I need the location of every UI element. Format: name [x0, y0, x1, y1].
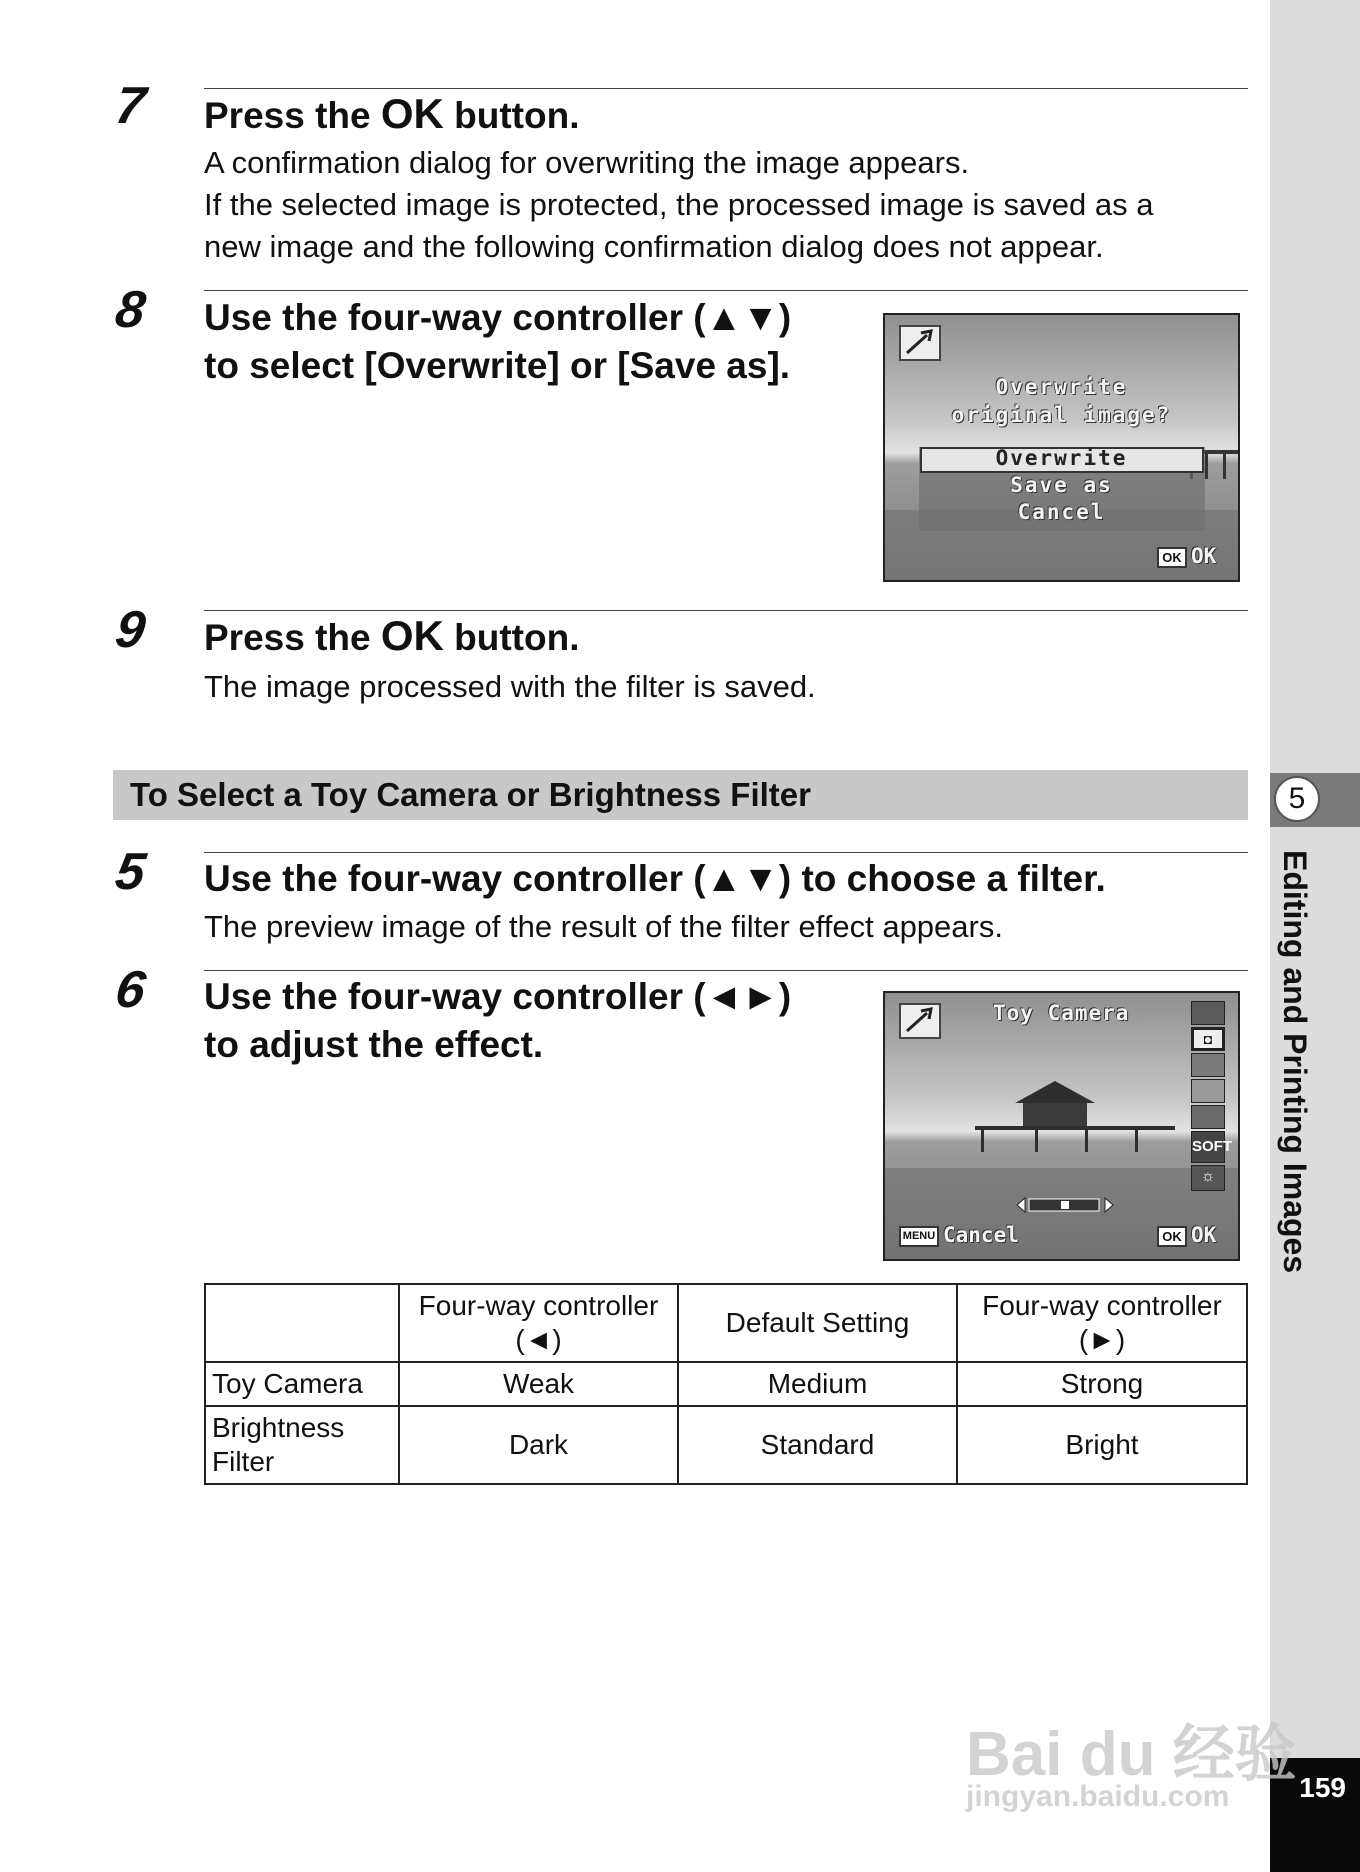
filter-name-label: Toy Camera: [993, 1001, 1130, 1025]
step-7-title-pre: Press the: [204, 95, 381, 136]
step-8-title-line-2: to select [Overwrite] or [Save as].: [204, 345, 791, 386]
cell-right: Strong: [957, 1362, 1247, 1406]
step-8-number: 8: [111, 281, 149, 339]
watermark-brand: Bai du 经验: [966, 1720, 1297, 1789]
table-header-default: Default Setting: [678, 1284, 957, 1362]
step-7-line-2: If the selected image is protected, the processed image is saved as a: [204, 187, 1154, 222]
chapter-title: Editing and Printing Images: [1277, 850, 1313, 1274]
ok-label: OK: [1191, 1223, 1217, 1247]
cell-default: Medium: [678, 1362, 957, 1406]
step-divider: [204, 88, 1248, 89]
table-header-row: [205, 1284, 1247, 1362]
cell-default: Standard: [678, 1406, 957, 1484]
wand-icon: [901, 327, 939, 359]
step-6-title-line-1: Use the four-way controller (◄►): [204, 976, 792, 1017]
filter-mode-icon: [899, 1003, 941, 1039]
step-5-number: 5: [111, 843, 149, 901]
row-label: [205, 1406, 399, 1484]
header-left-line-1: Four-way controller: [418, 1290, 659, 1321]
page-number: 159: [1299, 1772, 1346, 1803]
dialog-question-line-1: Overwrite: [995, 375, 1128, 399]
filter-thumb[interactable]: [1191, 1053, 1225, 1077]
filter-settings-table: [204, 1283, 1248, 1485]
filter-mode-icon: [899, 325, 941, 361]
header-right-line-2: (►): [1078, 1324, 1126, 1355]
cancel-label: Cancel: [943, 1223, 1019, 1247]
step-6-title-line-2: to adjust the effect.: [204, 1024, 544, 1065]
step-9-title: [204, 612, 579, 662]
step-6-number: 6: [111, 961, 149, 1019]
table-header-right: [957, 1284, 1247, 1362]
header-right-line-1: Four-way controller: [982, 1290, 1222, 1321]
table-header-empty: [205, 1284, 399, 1362]
step-5-line-1: The preview image of the result of the filter effect appears.: [204, 909, 1003, 944]
step-divider: [204, 610, 1248, 611]
step-divider: [204, 290, 1248, 291]
table-row: [205, 1362, 1247, 1406]
wand-icon: [901, 1005, 939, 1037]
filter-thumb[interactable]: [1191, 1079, 1225, 1103]
step-7-number: 7: [111, 77, 149, 135]
option-cancel[interactable]: Cancel: [1017, 500, 1106, 524]
row-label-line-2: Filter: [212, 1446, 275, 1477]
filter-strip: [1191, 1001, 1232, 1193]
step-7-line-1: A confirmation dialog for overwriting the image appears.: [204, 145, 970, 180]
ok-label: OK: [1191, 544, 1217, 568]
watermark-url: jingyan.baidu.com: [966, 1780, 1230, 1813]
step-9-line-1: The image processed with the filter is saved.: [204, 669, 816, 704]
toy-camera-filter-icon[interactable]: ◘: [1191, 1027, 1225, 1051]
chapter-number: 5: [1274, 776, 1320, 822]
soft-filter-icon[interactable]: SOFT: [1191, 1131, 1225, 1163]
camera-screen-toy-camera: [883, 991, 1240, 1261]
table-header-left: [399, 1284, 678, 1362]
step-5-title: Use the four-way controller (▲▼) to choose a filter.: [204, 858, 1106, 899]
step-divider: [204, 970, 1248, 971]
step-9-number: 9: [111, 601, 149, 659]
effect-slider[interactable]: [1015, 1195, 1115, 1215]
ok-key-icon: OK: [1157, 547, 1187, 568]
camera-screen-overwrite-dialog: [883, 313, 1240, 582]
ok-key-icon: OK: [1157, 1226, 1187, 1247]
ok-button-glyph: OK: [380, 612, 444, 659]
menu-key-icon: MENU: [899, 1226, 939, 1247]
option-save-as[interactable]: Save as: [1010, 473, 1113, 497]
step-9-title-pre: Press the: [204, 617, 381, 658]
filter-thumb[interactable]: [1191, 1105, 1225, 1129]
ok-button-glyph: OK: [380, 90, 444, 137]
step-9-title-post: button.: [443, 617, 580, 658]
cell-left: Weak: [399, 1362, 678, 1406]
step-7-title: [204, 90, 579, 140]
row-label-line-1: Brightness: [212, 1412, 345, 1443]
step-7-line-3: new image and the following confirmation dialog does not appear.: [204, 229, 1104, 264]
table-row: [205, 1406, 1247, 1484]
filter-thumb[interactable]: [1191, 1001, 1225, 1025]
cell-left: Dark: [399, 1406, 678, 1484]
option-overwrite[interactable]: Overwrite: [995, 446, 1128, 470]
slider-graphic: [1015, 1195, 1115, 1215]
step-divider: [204, 852, 1248, 853]
brightness-filter-icon[interactable]: ☼: [1191, 1165, 1225, 1191]
cell-right: Bright: [957, 1406, 1247, 1484]
row-label: Toy Camera: [205, 1362, 399, 1406]
step-7-title-post: button.: [443, 95, 580, 136]
step-8-title-line-1: Use the four-way controller (▲▼): [204, 297, 792, 338]
header-left-line-2: (◄): [515, 1324, 562, 1355]
section-title: To Select a Toy Camera or Brightness Filter: [130, 776, 811, 813]
dialog-question-line-2: original image?: [951, 403, 1172, 427]
